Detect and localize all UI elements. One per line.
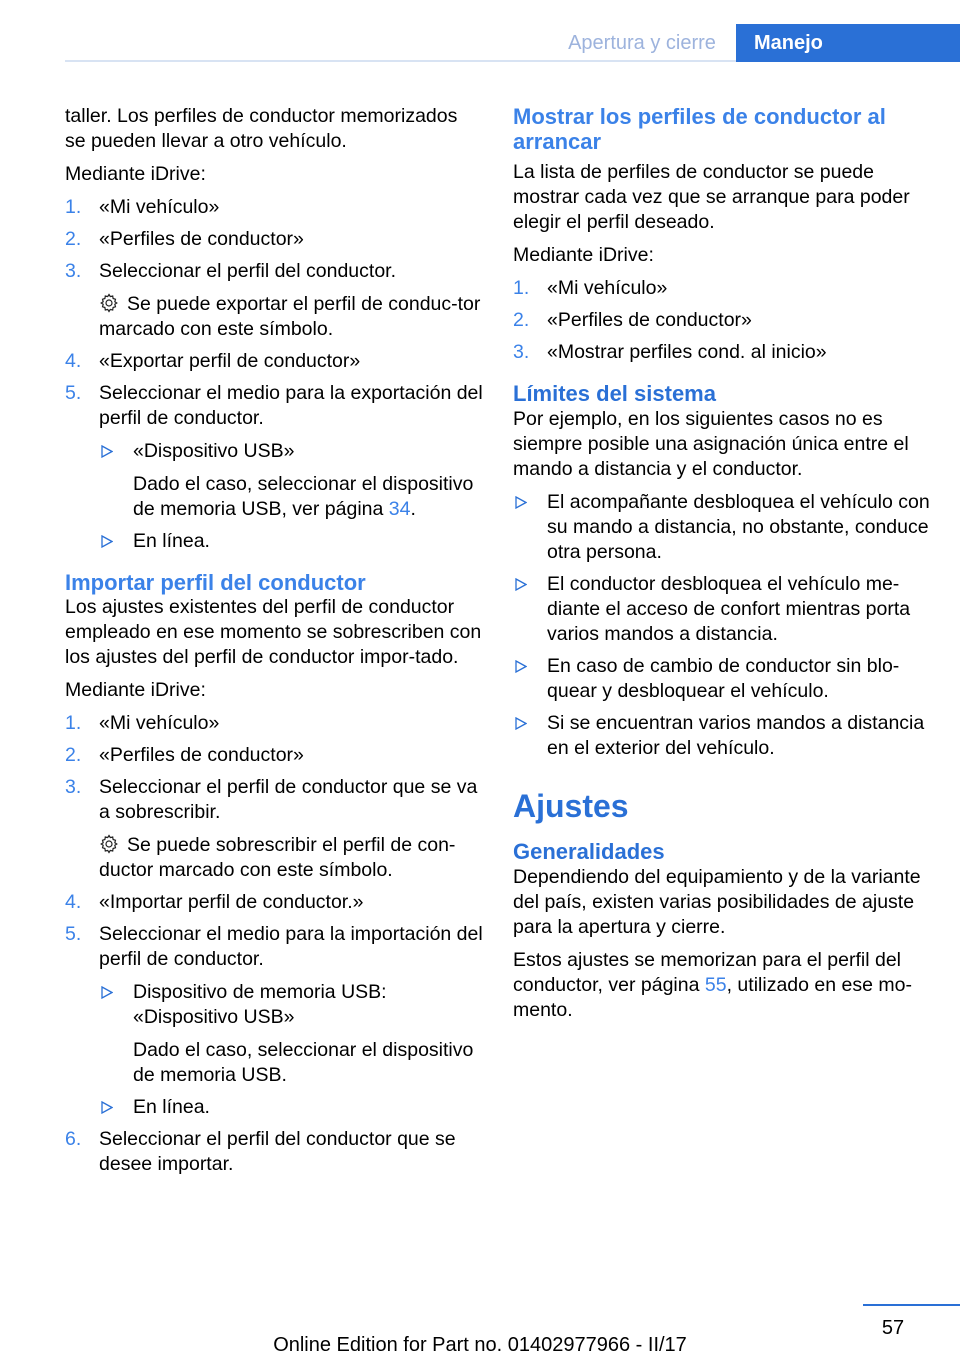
memo-paragraph: Estos ajustes se memorizan para el perfil del conductor, ver página 55, utilizado en ese mo‐mento. [513,949,912,1021]
import-heading: Importar perfil del conductor [65,570,366,595]
triangle-bullet-icon [515,660,527,673]
page-link-55[interactable]: 55 [704,974,727,996]
list-item: 2. «Perfiles de conductor» [513,309,752,331]
header-chapter-tab: Manejo [736,24,960,62]
show-profiles-heading: Mostrar los perfiles de conductor al arrancar [513,104,886,154]
list-item: 6. Seleccionar el perfil del conductor que se desee importar. [65,1128,456,1175]
list-item: 4. «Exportar perfil de conductor» [65,350,361,372]
header-section-title: Apertura y cierre [568,32,716,54]
list-item: 1. «Mi vehículo» [513,277,668,299]
list-item: 1. «Mi vehículo» [65,712,220,734]
list-item: «Dispositivo USB» Dado el caso, seleccionar el dispositivo de memoria USB, ver página 34. [99,439,483,522]
list-item: En línea. [99,529,483,554]
step-note: Se puede sobrescribir el perfil de con‐ductor marcado con este símbolo. [99,834,456,881]
edition-footer: Online Edition for Part no. 01402977966 - II/17 [273,1334,687,1356]
list-item: En línea. [99,1095,483,1120]
left-column [65,104,483,1184]
list-item: 2. «Perfiles de conductor» [65,744,304,766]
system-limits-list [513,490,933,761]
list-item: El conductor desbloquea el vehículo me‐diante el acceso de confort mientras porta varios mandos a distancia. [513,572,933,647]
gear-icon [99,293,119,313]
list-item: En caso de cambio de conductor sin blo‐quear y desbloquear el vehículo. [513,654,933,704]
show-profiles-paragraph: La lista de perfiles de conductor se puede mostrar cada vez que se arranque para poder elegir el perfil deseado. [513,161,910,233]
list-item: Dispositivo de memoria USB: «Dispositivo USB» Dado el caso, seleccionar el dispositivo de memoria USB. [99,980,483,1088]
right-column [513,104,933,1031]
list-item: El acompañante desbloquea el vehículo con su mando a distancia, no obstante, conduce otra persona. [513,490,933,565]
system-limits-paragraph: Por ejemplo, en los siguientes casos no es siempre posible una asignación única entre el mando a distancia y el conductor. [513,408,909,480]
settings-heading: Ajustes [513,788,629,824]
step-note: Se puede exportar el perfil de conduc‐tor marcado con este símbolo. [99,293,481,340]
list-item: Si se encuentran varios mandos a distancia en el exterior del vehículo. [513,711,933,761]
general-heading: Generalidades [513,839,665,864]
list-item: 5. Seleccionar el medio para la exportación del perfil de conductor. «Dispositivo USB» Dado el caso, seleccionar el dispositivo de memoria USB, ver página 34. En línea. [65,382,483,552]
list-item: 3. Seleccionar el perfil de conductor que se va a sobrescribir. Se puede sobrescribir el perfil de con‐ductor marcado con este símbolo. [65,775,483,883]
show-steps [513,276,933,365]
intro-paragraph: taller. Los perfiles de conductor memorizados se pueden llevar a otro vehículo. [65,105,458,152]
list-item: 4. «Importar perfil de conductor.» [65,891,364,913]
import-paragraph: Los ajustes existentes del perfil de conductor empleado en ese momento se sobrescriben con los ajustes del perfil de conductor impor‐tado. [65,596,482,668]
triangle-bullet-icon [101,986,113,999]
page-link-34[interactable]: 34 [388,498,411,520]
triangle-bullet-icon [515,717,527,730]
triangle-bullet-icon [101,1101,113,1114]
idrive-label: Mediante iDrive: [65,163,206,185]
list-item: 5. Seleccionar el medio para la importación del perfil de conductor. Dispositivo de memoria USB: «Dispositivo USB» Dado el caso, seleccionar el dispositivo de memoria USB. En línea. [65,923,483,1118]
system-limits-heading: Límites del sistema [513,381,716,406]
idrive-label: Mediante iDrive: [65,679,206,701]
page-number-rule [863,1304,960,1306]
list-item: 2. «Perfiles de conductor» [65,228,304,250]
gear-icon [99,834,119,854]
list-item: 1. «Mi vehículo» [65,196,220,218]
export-options [99,439,483,554]
triangle-bullet-icon [515,578,527,591]
page-number: 57 [881,1317,905,1339]
triangle-bullet-icon [515,496,527,509]
triangle-bullet-icon [101,445,113,458]
idrive-label: Mediante iDrive: [513,244,654,266]
triangle-bullet-icon [101,535,113,548]
import-steps [65,711,483,1177]
export-steps [65,195,483,554]
import-options [99,980,483,1120]
list-item: 3. «Mostrar perfiles cond. al inicio» [513,341,827,363]
general-paragraph: Dependiendo del equipamiento y de la variante del país, existen varias posibilidades de ajuste para la apertura y cierre. [513,866,921,938]
list-item: 3. Seleccionar el perfil del conductor. Se puede exportar el perfil de conduc‐tor marcado con este símbolo. [65,259,483,342]
